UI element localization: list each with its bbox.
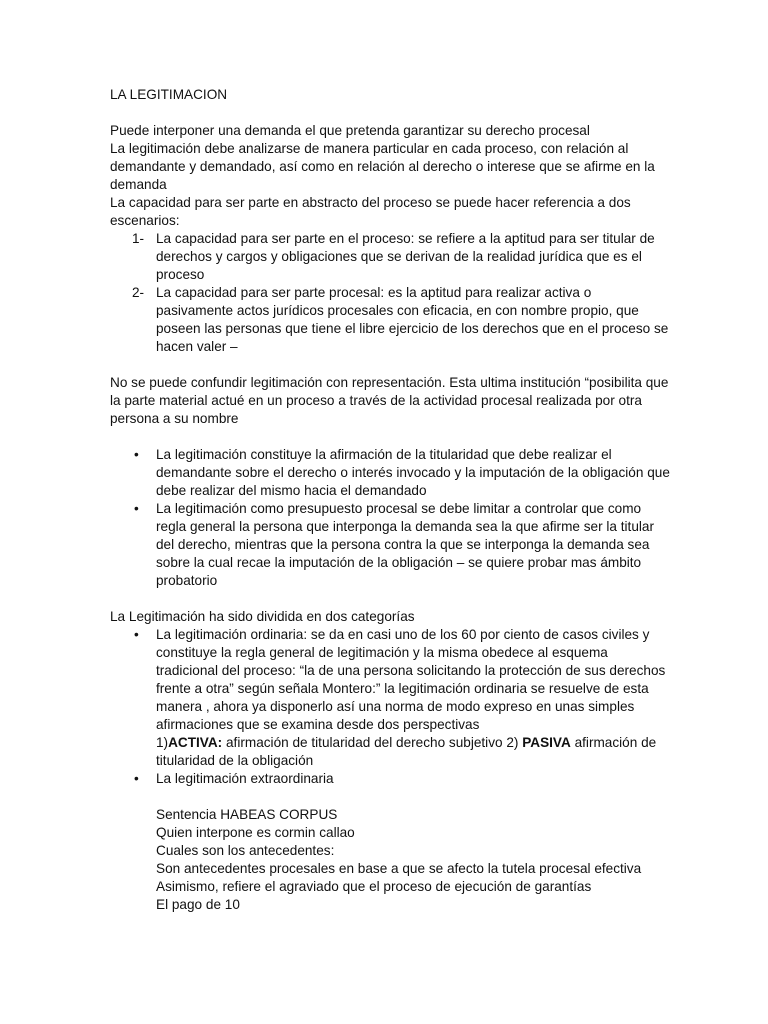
note-line: El pago de 10 xyxy=(156,897,240,912)
representacion-paragraph: No se puede confundir legitimación con representación. Esta ultima institución “posibilita que la parte material actué en un proceso a través de la actividad procesal realizada por otra persona a su nombre xyxy=(110,375,669,426)
bullet-text: La legitimación como presupuesto procesal se debe limitar a controlar que como regla general la persona que interponga la demanda sea la que afirme ser la titular del derecho, mientras que la persona contra la que se interponga la demanda sea sobre la cual recae la imputación de la obligación – se quiere probar mas ámbito probatorio xyxy=(156,501,654,588)
bullet-icon: • xyxy=(134,501,139,516)
bullet-item-ordinaria xyxy=(110,626,670,770)
categorias-heading: La Legitimación ha sido dividida en dos categorías xyxy=(110,609,415,624)
numbered-item-text: La capacidad para ser parte procesal: es la aptitud para realizar activa o pasivamente actos jurídicos procesales con eficacia, en con nombre propio, que poseen las personas que tiene el libre ejercicio de los derechos que en el proceso se hacen valer – xyxy=(156,285,669,354)
intro-paragraph-1: Puede interponer una demanda el que pretenda garantizar su derecho procesal xyxy=(110,123,590,138)
bullet-item xyxy=(110,500,670,590)
numbered-item-1 xyxy=(110,230,670,284)
bullet-text: La legitimación constituye la afirmación de la titularidad que debe realizar el demandante sobre el derecho o interés invocado y la imputación de la obligación que debe realizar del mismo hacia el demandado xyxy=(156,447,670,498)
bullet-item-extraordinaria xyxy=(110,770,670,788)
ordinaria-text: La legitimación ordinaria: se da en casi uno de los 60 por ciento de casos civiles y constituye la regla general de legitimación y la misma obedece al esquema tradicional del proceso: “la de una persona solicitando la protección de sus derechos frente a otra” según señala Montero:” la legitimación ordinaria se resuelve de esta manera , ahora ya disponerlo así una norma de modo expreso en unas simples afirmaciones que se examina desde dos perspectivas xyxy=(156,627,666,732)
list-number: 1- xyxy=(132,231,145,246)
numbered-item-text: La capacidad para ser parte en el proceso: se refiere a la aptitud para ser titular de derechos y cargos y obligaciones que se derivan de la realidad jurídica que es el proceso xyxy=(156,231,655,282)
spacer xyxy=(110,356,670,374)
perspective-prefix: 1) xyxy=(156,735,169,750)
note-line: Sentencia HABEAS CORPUS xyxy=(156,807,338,822)
pasiva-label: PASIVA xyxy=(522,735,571,750)
document-body xyxy=(110,86,670,914)
document-title: LA LEGITIMACION xyxy=(110,87,228,102)
list-number: 2- xyxy=(132,285,145,300)
intro-paragraph-3: La capacidad para ser parte en abstracto del proceso se puede hacer referencia a dos escenarios: xyxy=(110,195,631,228)
extraordinaria-text: La legitimación extraordinaria xyxy=(156,771,334,786)
note-line: Son antecedentes procesales en base a que se afecto la tutela procesal efectiva xyxy=(156,861,642,876)
spacer xyxy=(110,590,670,608)
intro-paragraph-2: La legitimación debe analizarse de manera particular en cada proceso, con relación al demandante y demandado, así como en relación al derecho o interese que se afirme en la demanda xyxy=(110,141,655,192)
bullet-icon: • xyxy=(134,447,139,462)
activa-text: afirmación de titularidad del derecho subjetivo 2) xyxy=(222,735,523,750)
spacer xyxy=(110,428,670,446)
bullet-icon: • xyxy=(134,627,139,642)
bullet-item xyxy=(110,446,670,500)
numbered-item-2 xyxy=(110,284,670,356)
spacer xyxy=(110,788,670,806)
note-line: Quien interpone es cormin callao xyxy=(156,825,355,840)
spacer xyxy=(110,104,670,122)
bullet-icon: • xyxy=(134,771,139,786)
note-line: Asimismo, refiere el agraviado que el proceso de ejecución de garantías xyxy=(156,879,592,894)
activa-label: ACTIVA: xyxy=(168,735,223,750)
note-line: Cuales son los antecedentes: xyxy=(156,843,335,858)
pasiva-text: afirmación de titularidad de la obligación xyxy=(156,735,657,768)
